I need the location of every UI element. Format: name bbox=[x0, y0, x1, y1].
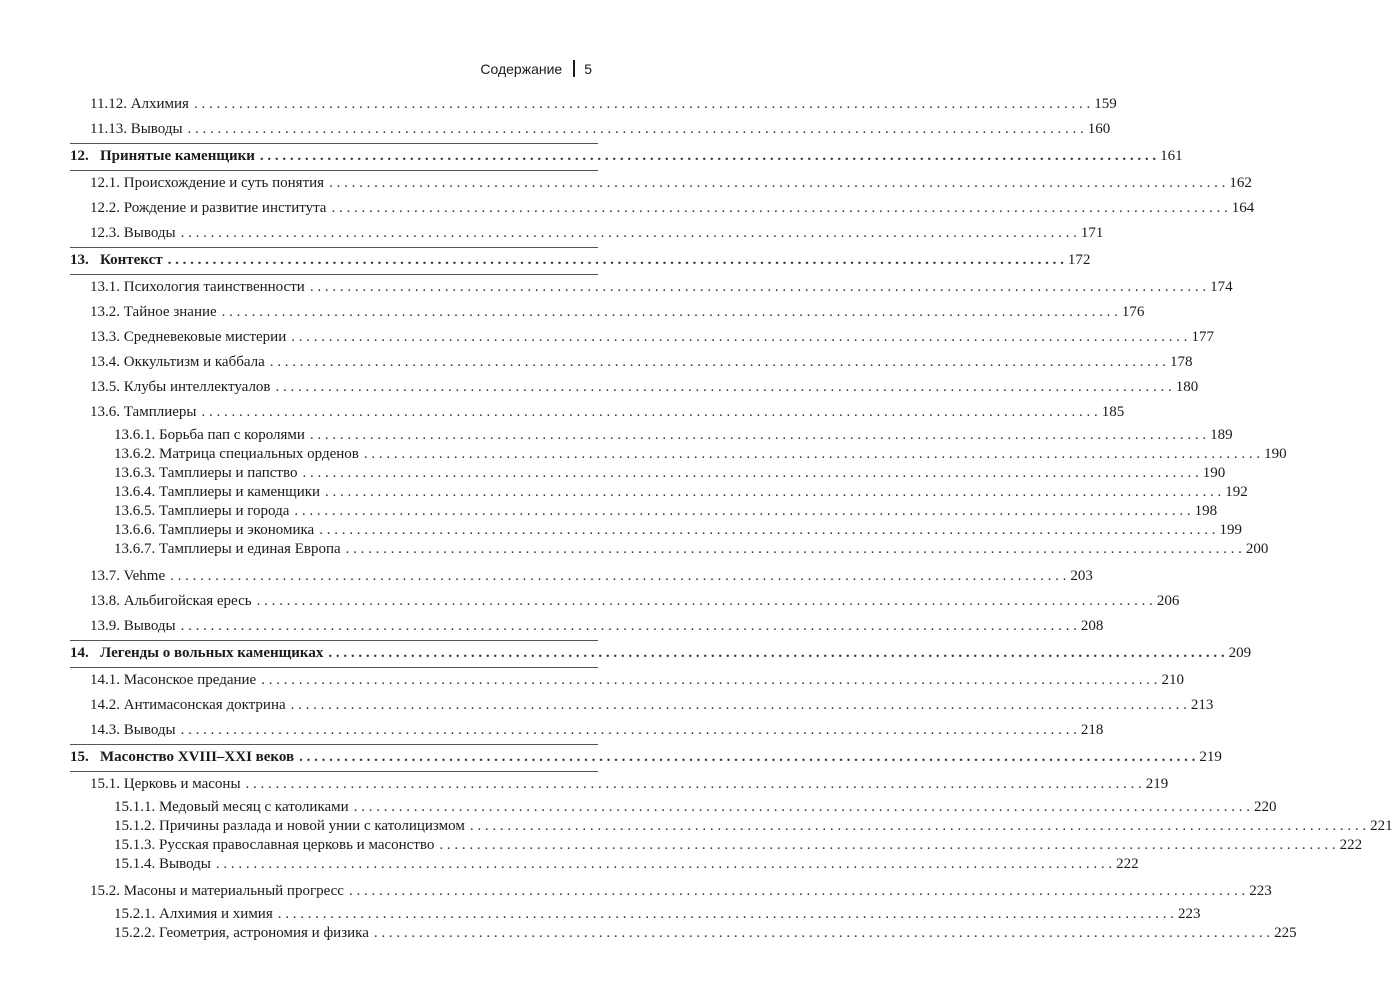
toc-page-number: 190 bbox=[1264, 446, 1287, 462]
toc-page-number: 198 bbox=[1194, 503, 1218, 519]
toc-entry-title: 13.6.1. Борьба пап с королями bbox=[114, 427, 305, 443]
toc-page-number: 220 bbox=[1253, 799, 1277, 815]
toc-section-row[interactable] bbox=[70, 350, 1193, 375]
dot-leader: . . . . . . . . . . . . . . . . . . . . . . . . . . . . . . . . . . . . . . . . . . . . . . . . . . . . . . . . . . . . . . . . . . . . . . . . . . . . . . . . . . . . . . . . . . . . . . . . . . . . . . . . . . . . . . . . . . . . . . . . bbox=[261, 672, 1158, 688]
toc-subsection-row[interactable] bbox=[70, 540, 1269, 559]
toc-entry-title: 15.2.2. Геометрия, астрономия и физика bbox=[114, 925, 369, 941]
toc-page-number: 190 bbox=[1202, 465, 1226, 481]
toc-page-number: 210 bbox=[1161, 672, 1184, 688]
toc-entry-title: 12.3. Выводы bbox=[90, 225, 176, 241]
dot-leader: . . . . . . . . . . . . . . . . . . . . . . . . . . . . . . . . . . . . . . . . . . . . . . . . . . . . . . . . . . . . . . . . . . . . . . . . . . . . . . . . . . . . . . . . . . . . . . . . . . . . . . . . . . . . . . . . . . . . . . . . bbox=[256, 593, 1153, 609]
toc-entry-title: 13.5. Клубы интеллектуалов bbox=[90, 379, 271, 395]
toc-chapter-row[interactable] bbox=[70, 641, 1252, 666]
dot-leader: . . . . . . . . . . . . . . . . . . . . . . . . . . . . . . . . . . . . . . . . . . . . . . . . . . . . . . . . . . . . . . . . . . . . . . . . . . . . . . . . . . . . . . . . . . . . . . . . . . . . . . . . . . . . . . . . . . . . . . . . bbox=[193, 96, 1091, 112]
dot-leader: . . . . . . . . . . . . . . . . . . . . . . . . . . . . . . . . . . . . . . . . . . . . . . . . . . . . . . . . . . . . . . . . . . . . . . . . . . . . . . . . . . . . . . . . . . . . . . . . . . . . . . . . . . . . . . . . . . . . . . . . bbox=[215, 856, 1113, 872]
toc-entry-title bbox=[70, 641, 323, 666]
dot-leader: . . . . . . . . . . . . . . . . . . . . . . . . . . . . . . . . . . . . . . . . . . . . . . . . . . . . . . . . . . . . . . . . . . . . . . . . . . . . . . . . . . . . . . . . . . . . . . . . . . . . . . . . . . . . . . . . . . . . . . . . bbox=[291, 329, 1188, 345]
toc-page-number: 223 bbox=[1178, 906, 1201, 922]
toc-entry-title: 15.1. Церковь и масоны bbox=[90, 776, 241, 792]
toc-section-row[interactable] bbox=[70, 718, 1104, 743]
toc-entry-title: 13.7. Vehme bbox=[90, 568, 166, 584]
toc-subsection-row[interactable] bbox=[70, 521, 1242, 540]
dot-leader: . . . . . . . . . . . . . . . . . . . . . . . . . . . . . . . . . . . . . . . . . . . . . . . . . . . . . . . . . . . . . . . . . . . . . . . . . . . . . . . . . . . . . . . . . . . . . . . . . . . . . . . . . . . . . . . . . . . . . . . . bbox=[353, 799, 1250, 815]
toc-chapter-title: Легенды о вольных каменщиках bbox=[100, 645, 324, 661]
toc-section-row[interactable] bbox=[70, 375, 1199, 400]
toc-subsection-row[interactable] bbox=[70, 798, 1277, 817]
running-header bbox=[480, 60, 592, 77]
toc-page-number: 222 bbox=[1339, 837, 1363, 853]
toc-section-row[interactable] bbox=[70, 772, 1169, 797]
toc-page-number: 221 bbox=[1370, 818, 1393, 834]
toc-entry-title: 13.8. Альбигойская ересь bbox=[90, 593, 252, 609]
dot-leader: . . . . . . . . . . . . . . . . . . . . . . . . . . . . . . . . . . . . . . . . . . . . . . . . . . . . . . . . . . . . . . . . . . . . . . . . . . . . . . . . . . . . . . . . . . . . . . . . . . . . . . . . . . . . . . . . . . . . . . . . bbox=[302, 465, 1199, 481]
toc-page-number: 213 bbox=[1190, 697, 1214, 713]
dot-leader: . . . . . . . . . . . . . . . . . . . . . . . . . . . . . . . . . . . . . . . . . . . . . . . . . . . . . . . . . . . . . . . . . . . . . . . . . . . . . . . . . . . . . . . . . . . . . . . . . . . . . . . . . . . . . . . . . . . . . . . . bbox=[290, 697, 1187, 713]
toc-entry-title: 12.1. Происхождение и суть понятия bbox=[90, 175, 325, 191]
dot-leader: . . . . . . . . . . . . . . . . . . . . . . . . . . . . . . . . . . . . . . . . . . . . . . . . . . . . . . . . . . . . . . . . . . . . . . . . . . . . . . . . . . . . . . . . . . . . . . . . . . . . . . . . . . . . . . . . . . . . . . . . bbox=[331, 200, 1228, 216]
toc-entry-title: 13.6.6. Тамплиеры и экономика bbox=[114, 522, 315, 538]
toc-entry-title: 13.9. Выводы bbox=[90, 618, 176, 634]
toc-chapter-number: 15. bbox=[70, 749, 89, 765]
toc-section-row[interactable] bbox=[70, 196, 1255, 221]
toc-section-row[interactable] bbox=[70, 300, 1145, 325]
toc-subsection-row[interactable] bbox=[70, 855, 1139, 874]
toc-section-row[interactable] bbox=[70, 400, 1125, 425]
toc-section-row[interactable] bbox=[70, 693, 1214, 718]
toc-page-number: 185 bbox=[1101, 404, 1125, 420]
running-header-title: Содержание bbox=[480, 60, 563, 77]
toc-chapter-number: 13. bbox=[70, 252, 89, 268]
toc-entry-title: 13.6.4. Тамплиеры и каменщики bbox=[114, 484, 321, 500]
toc-subsection-row[interactable] bbox=[70, 483, 1248, 502]
dot-leader: . . . . . . . . . . . . . . . . . . . . . . . . . . . . . . . . . . . . . . . . . . . . . . . . . . . . . . . . . . . . . . . . . . . . . . . . . . . . . . . . . . . . . . . . . . . . . . . . . . . . . . . . . . . . . . . . . . . . . . . . bbox=[299, 749, 1196, 765]
dot-leader: . . . . . . . . . . . . . . . . . . . . . . . . . . . . . . . . . . . . . . . . . . . . . . . . . . . . . . . . . . . . . . . . . . . . . . . . . . . . . . . . . . . . . . . . . . . . . . . . . . . . . . . . . . . . . . . . . . . . . . . . bbox=[167, 252, 1064, 268]
dot-leader: . . . . . . . . . . . . . . . . . . . . . . . . . . . . . . . . . . . . . . . . . . . . . . . . . . . . . . . . . . . . . . . . . . . . . . . . . . . . . . . . . . . . . . . . . . . . . . . . . . . . . . . . . . . . . . . . . . . . . . . . bbox=[309, 279, 1207, 295]
dot-leader: . . . . . . . . . . . . . . . . . . . . . . . . . . . . . . . . . . . . . . . . . . . . . . . . . . . . . . . . . . . . . . . . . . . . . . . . . . . . . . . . . . . . . . . . . . . . . . . . . . . . . . . . . . . . . . . . . . . . . . . . bbox=[348, 883, 1246, 899]
toc-entry-title: 15.1.1. Медовый месяц с католиками bbox=[114, 799, 349, 815]
toc-section-row[interactable] bbox=[70, 589, 1180, 614]
toc-page-number: 222 bbox=[1116, 856, 1139, 872]
toc-section-row[interactable] bbox=[70, 171, 1252, 196]
header-separator bbox=[573, 60, 575, 77]
toc-entry-title: 13.6.7. Тамплиеры и единая Европа bbox=[114, 541, 341, 557]
dot-leader: . . . . . . . . . . . . . . . . . . . . . . . . . . . . . . . . . . . . . . . . . . . . . . . . . . . . . . . . . . . . . . . . . . . . . . . . . . . . . . . . . . . . . . . . . . . . . . . . . . . . . . . . . . . . . . . . . . . . . . . . bbox=[275, 379, 1172, 395]
dot-leader: . . . . . . . . . . . . . . . . . . . . . . . . . . . . . . . . . . . . . . . . . . . . . . . . . . . . . . . . . . . . . . . . . . . . . . . . . . . . . . . . . . . . . . . . . . . . . . . . . . . . . . . . . . . . . . . . . . . . . . . . bbox=[329, 175, 1226, 191]
dot-leader: . . . . . . . . . . . . . . . . . . . . . . . . . . . . . . . . . . . . . . . . . . . . . . . . . . . . . . . . . . . . . . . . . . . . . . . . . . . . . . . . . . . . . . . . . . . . . . . . . . . . . . . . . . . . . . . . . . . . . . . . bbox=[319, 522, 1216, 538]
toc-section-row[interactable] bbox=[70, 221, 1104, 246]
dot-leader: . . . . . . . . . . . . . . . . . . . . . . . . . . . . . . . . . . . . . . . . . . . . . . . . . . . . . . . . . . . . . . . . . . . . . . . . . . . . . . . . . . . . . . . . . . . . . . . . . . . . . . . . . . . . . . . . . . . . . . . . bbox=[170, 568, 1067, 584]
toc-page-number: 178 bbox=[1170, 354, 1193, 370]
toc-page-number: 223 bbox=[1249, 883, 1272, 899]
toc-chapter-title: Контекст bbox=[100, 252, 163, 268]
dot-leader: . . . . . . . . . . . . . . . . . . . . . . . . . . . . . . . . . . . . . . . . . . . . . . . . . . . . . . . . . . . . . . . . . . . . . . . . . . . . . . . . . . . . . . . . . . . . . . . . . . . . . . . . . . . . . . . . . . . . . . . . bbox=[373, 925, 1271, 941]
toc-chapter-number: 14. bbox=[70, 645, 89, 661]
toc-entry-title: 14.1. Масонское предание bbox=[90, 672, 257, 688]
dot-leader: . . . . . . . . . . . . . . . . . . . . . . . . . . . . . . . . . . . . . . . . . . . . . . . . . . . . . . . . . . . . . . . . . . . . . . . . . . . . . . . . . . . . . . . . . . . . . . . . . . . . . . . . . . . . . . . . . . . . . . . . bbox=[309, 427, 1207, 443]
toc-section-row[interactable] bbox=[70, 668, 1184, 693]
toc-subsection-row[interactable] bbox=[70, 464, 1226, 483]
dot-leader: . . . . . . . . . . . . . . . . . . . . . . . . . . . . . . . . . . . . . . . . . . . . . . . . . . . . . . . . . . . . . . . . . . . . . . . . . . . . . . . . . . . . . . . . . . . . . . . . . . . . . . . . . . . . . . . . . . . . . . . . bbox=[180, 722, 1077, 738]
dot-leader: . . . . . . . . . . . . . . . . . . . . . . . . . . . . . . . . . . . . . . . . . . . . . . . . . . . . . . . . . . . . . . . . . . . . . . . . . . . . . . . . . . . . . . . . . . . . . . . . . . . . . . . . . . . . . . . . . . . . . . . . bbox=[180, 225, 1077, 241]
toc-subsection-row[interactable] bbox=[70, 426, 1233, 445]
toc-page-number: 209 bbox=[1228, 645, 1252, 661]
toc-entry-title: 15.2.1. Алхимия и химия bbox=[114, 906, 273, 922]
toc-entry-title: 15.2. Масоны и материальный прогресс bbox=[90, 883, 344, 899]
toc-entry-title: 13.4. Оккультизм и каббала bbox=[90, 354, 265, 370]
toc-entry-title: 14.2. Антимасонская доктрина bbox=[90, 697, 286, 713]
toc-section-row[interactable] bbox=[70, 614, 1104, 639]
toc-subsection-row[interactable] bbox=[70, 502, 1218, 521]
toc-entry-title bbox=[70, 144, 255, 169]
toc-entry-title: 13.3. Средневековые мистерии bbox=[90, 329, 287, 345]
toc-section-row[interactable] bbox=[70, 879, 1272, 904]
dot-leader: . . . . . . . . . . . . . . . . . . . . . . . . . . . . . . . . . . . . . . . . . . . . . . . . . . . . . . . . . . . . . . . . . . . . . . . . . . . . . . . . . . . . . . . . . . . . . . . . . . . . . . . . . . . . . . . . . . . . . . . . bbox=[259, 148, 1157, 164]
toc-page-number: 159 bbox=[1094, 96, 1117, 112]
dot-leader: . . . . . . . . . . . . . . . . . . . . . . . . . . . . . . . . . . . . . . . . . . . . . . . . . . . . . . . . . . . . . . . . . . . . . . . . . . . . . . . . . . . . . . . . . . . . . . . . . . . . . . . . . . . . . . . . . . . . . . . . bbox=[180, 618, 1077, 634]
toc-page-number: 160 bbox=[1087, 121, 1111, 137]
toc-page-number: 189 bbox=[1210, 427, 1233, 443]
toc-entry-title: 13.6.5. Тамплиеры и города bbox=[114, 503, 290, 519]
dot-leader: . . . . . . . . . . . . . . . . . . . . . . . . . . . . . . . . . . . . . . . . . . . . . . . . . . . . . . . . . . . . . . . . . . . . . . . . . . . . . . . . . . . . . . . . . . . . . . . . . . . . . . . . . . . . . . . . . . . . . . . . bbox=[221, 304, 1118, 320]
toc-entry-title: 13.6.2. Матрица специальных орденов bbox=[114, 446, 359, 462]
toc-section-row[interactable] bbox=[70, 92, 1117, 117]
dot-leader: . . . . . . . . . . . . . . . . . . . . . . . . . . . . . . . . . . . . . . . . . . . . . . . . . . . . . . . . . . . . . . . . . . . . . . . . . . . . . . . . . . . . . . . . . . . . . . . . . . . . . . . . . . . . . . . . . . . . . . . . bbox=[325, 484, 1222, 500]
toc-entry-title: 13.2. Тайное знание bbox=[90, 304, 217, 320]
toc-chapter-number: 12. bbox=[70, 148, 89, 164]
toc-entry-title: 13.6. Тамплиеры bbox=[90, 404, 197, 420]
toc-page-number: 208 bbox=[1080, 618, 1104, 634]
toc-subsection-row[interactable] bbox=[70, 817, 1393, 836]
toc-page-number: 176 bbox=[1121, 304, 1145, 320]
toc-entry-title bbox=[70, 248, 163, 273]
toc-page-number: 174 bbox=[1210, 279, 1233, 295]
dot-leader: . . . . . . . . . . . . . . . . . . . . . . . . . . . . . . . . . . . . . . . . . . . . . . . . . . . . . . . . . . . . . . . . . . . . . . . . . . . . . . . . . . . . . . . . . . . . . . . . . . . . . . . . . . . . . . . . . . . . . . . . bbox=[245, 776, 1142, 792]
toc-entry-title: 14.3. Выводы bbox=[90, 722, 176, 738]
toc-subsection-row[interactable] bbox=[70, 905, 1201, 924]
toc-chapter-row[interactable] bbox=[70, 144, 1183, 169]
toc-entry-title: 13.1. Психология таинственности bbox=[90, 279, 305, 295]
toc-page-number: 200 bbox=[1245, 541, 1269, 557]
toc-chapter-row[interactable] bbox=[70, 248, 1091, 273]
toc-section-row[interactable] bbox=[70, 564, 1093, 589]
running-header-page-number: 5 bbox=[584, 60, 592, 77]
toc-section-row[interactable] bbox=[70, 117, 1111, 142]
toc-entry-title: 11.12. Алхимия bbox=[90, 96, 189, 112]
dot-leader: . . . . . . . . . . . . . . . . . . . . . . . . . . . . . . . . . . . . . . . . . . . . . . . . . . . . . . . . . . . . . . . . . . . . . . . . . . . . . . . . . . . . . . . . . . . . . . . . . . . . . . . . . . . . . . . . . . . . . . . . bbox=[269, 354, 1167, 370]
dot-leader: . . . . . . . . . . . . . . . . . . . . . . . . . . . . . . . . . . . . . . . . . . . . . . . . . . . . . . . . . . . . . . . . . . . . . . . . . . . . . . . . . . . . . . . . . . . . . . . . . . . . . . . . . . . . . . . . . . . . . . . . bbox=[187, 121, 1084, 137]
toc-entry-title: 12.2. Рождение и развитие института bbox=[90, 200, 327, 216]
dot-leader: . . . . . . . . . . . . . . . . . . . . . . . . . . . . . . . . . . . . . . . . . . . . . . . . . . . . . . . . . . . . . . . . . . . . . . . . . . . . . . . . . . . . . . . . . . . . . . . . . . . . . . . . . . . . . . . . . . . . . . . . bbox=[294, 503, 1191, 519]
toc-page-number: 225 bbox=[1274, 925, 1297, 941]
toc-entry-title: 15.1.2. Причины разлада и новой унии с католицизмом bbox=[114, 818, 465, 834]
dot-leader: . . . . . . . . . . . . . . . . . . . . . . . . . . . . . . . . . . . . . . . . . . . . . . . . . . . . . . . . . . . . . . . . . . . . . . . . . . . . . . . . . . . . . . . . . . . . . . . . . . . . . . . . . . . . . . . . . . . . . . . . bbox=[201, 404, 1098, 420]
dot-leader: . . . . . . . . . . . . . . . . . . . . . . . . . . . . . . . . . . . . . . . . . . . . . . . . . . . . . . . . . . . . . . . . . . . . . . . . . . . . . . . . . . . . . . . . . . . . . . . . . . . . . . . . . . . . . . . . . . . . . . . . bbox=[328, 645, 1225, 661]
toc-page-number: 180 bbox=[1175, 379, 1199, 395]
dot-leader: . . . . . . . . . . . . . . . . . . . . . . . . . . . . . . . . . . . . . . . . . . . . . . . . . . . . . . . . . . . . . . . . . . . . . . . . . . . . . . . . . . . . . . . . . . . . . . . . . . . . . . . . . . . . . . . . . . . . . . . . bbox=[345, 541, 1242, 557]
toc-page-number: 172 bbox=[1067, 252, 1091, 268]
toc-subsection-row[interactable] bbox=[70, 445, 1287, 464]
toc-page-number: 206 bbox=[1156, 593, 1180, 609]
toc-section-row[interactable] bbox=[70, 275, 1233, 300]
toc-chapter-row[interactable] bbox=[70, 745, 1222, 770]
dot-leader: . . . . . . . . . . . . . . . . . . . . . . . . . . . . . . . . . . . . . . . . . . . . . . . . . . . . . . . . . . . . . . . . . . . . . . . . . . . . . . . . . . . . . . . . . . . . . . . . . . . . . . . . . . . . . . . . . . . . . . . . bbox=[277, 906, 1174, 922]
toc-page-number: 192 bbox=[1225, 484, 1248, 500]
dot-leader: . . . . . . . . . . . . . . . . . . . . . . . . . . . . . . . . . . . . . . . . . . . . . . . . . . . . . . . . . . . . . . . . . . . . . . . . . . . . . . . . . . . . . . . . . . . . . . . . . . . . . . . . . . . . . . . . . . . . . . . . bbox=[363, 446, 1261, 462]
toc-page-number: 164 bbox=[1231, 200, 1255, 216]
toc-page-number: 219 bbox=[1199, 749, 1222, 765]
toc-page-number: 203 bbox=[1070, 568, 1093, 584]
toc-chapter-title: Масонство XVIII–XXI веков bbox=[100, 749, 295, 765]
toc-page-number: 171 bbox=[1080, 225, 1104, 241]
toc-page-number: 218 bbox=[1080, 722, 1104, 738]
toc-entry-title: 15.1.4. Выводы bbox=[114, 856, 211, 872]
toc-entry-title: 13.6.3. Тамплиеры и папство bbox=[114, 465, 298, 481]
dot-leader: . . . . . . . . . . . . . . . . . . . . . . . . . . . . . . . . . . . . . . . . . . . . . . . . . . . . . . . . . . . . . . . . . . . . . . . . . . . . . . . . . . . . . . . . . . . . . . . . . . . . . . . . . . . . . . . . . . . . . . . . bbox=[469, 818, 1367, 834]
toc-page-number: 161 bbox=[1160, 148, 1183, 164]
toc-entry-title: 15.1.3. Русская православная церковь и масонство bbox=[114, 837, 435, 853]
dot-leader: . . . . . . . . . . . . . . . . . . . . . . . . . . . . . . . . . . . . . . . . . . . . . . . . . . . . . . . . . . . . . . . . . . . . . . . . . . . . . . . . . . . . . . . . . . . . . . . . . . . . . . . . . . . . . . . . . . . . . . . . bbox=[439, 837, 1336, 853]
toc-subsection-row[interactable] bbox=[70, 924, 1297, 943]
toc-subsection-row[interactable] bbox=[70, 836, 1363, 855]
toc-page-number: 162 bbox=[1229, 175, 1252, 191]
toc-chapter-title: Принятые каменщики bbox=[100, 148, 255, 164]
toc-page-number: 199 bbox=[1219, 522, 1242, 538]
toc-page-number: 219 bbox=[1145, 776, 1169, 792]
toc-section-row[interactable] bbox=[70, 325, 1214, 350]
table-of-contents bbox=[70, 92, 1393, 943]
toc-page-number: 177 bbox=[1191, 329, 1214, 345]
toc-entry-title: 11.13. Выводы bbox=[90, 121, 183, 137]
toc-entry-title bbox=[70, 745, 294, 770]
